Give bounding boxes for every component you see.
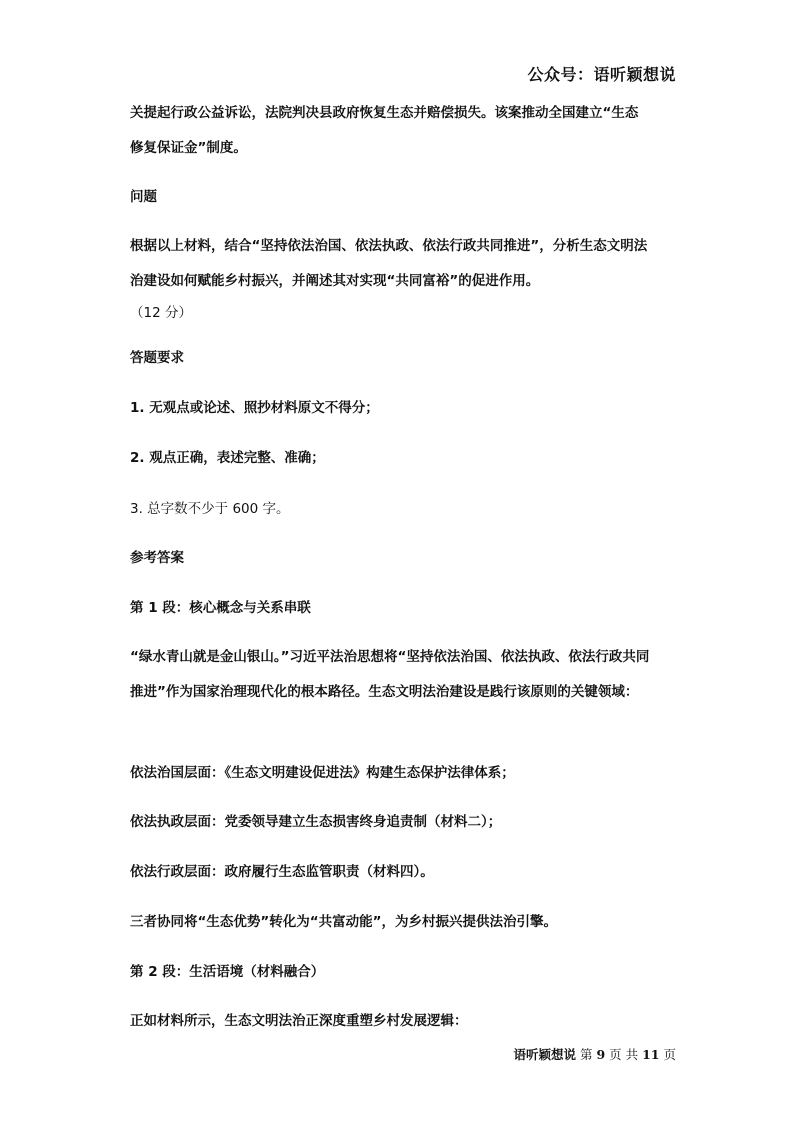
footer-brand: 语听颖想说 [513, 1047, 576, 1062]
point-governance: 依法执政层面：党委领导建立生态损害终身追责制（材料二）； [130, 814, 502, 830]
question-text: 根据以上材料，结合“坚持依法治国、依法执政、依法行政共同推进”，分析生态文明法治建设如何赋能乡村振兴，并阐述其对实现“共同富裕”的促进作用。 [130, 238, 648, 289]
footer-page-current: 9 [596, 1047, 606, 1062]
section-2-text: 正如材料所示，生态文明法治正深度重塑乡村发展逻辑： [130, 1013, 468, 1029]
footer-page-suffix: 页 [663, 1047, 676, 1062]
question-heading: 问题 [130, 189, 157, 205]
point-rule-of-law: 依法治国层面：《生态文明建设促进法》构建生态保护法律体系； [130, 765, 515, 781]
section-1-text: “绿水青山就是金山银山。”习近平法治思想将“坚持依法治国、依法执政、依法行政共同推进”作为国家治理现代化的根本路径。生态文明法治建设是践行该原则的关键领域： [130, 649, 650, 700]
paragraph-continuation: 关提起行政公益诉讼，法院判决县政府恢复生态并赔偿损失。该案推动全国建立“生态修复保证金”制度。 [130, 105, 639, 156]
requirements-heading: 答题要求 [130, 350, 184, 366]
requirement-item-3: 3. 总字数不少于 600 字。 [130, 501, 290, 517]
page-footer [513, 1045, 676, 1063]
question-score: （12 分） [130, 305, 192, 321]
point-administration: 依法行政层面：政府履行生态监管职责（材料四）。 [130, 864, 434, 880]
answer-heading: 参考答案 [130, 550, 184, 566]
footer-page-total: 11 [642, 1047, 660, 1062]
requirement-item-2: 2. 观点正确，表述完整、准确； [130, 450, 325, 466]
section-1-heading: 第 1 段：核心概念与关系串联 [130, 600, 311, 616]
header-brand: 公众号：语听颖想说 [527, 65, 676, 84]
footer-page-mid: 页 共 [609, 1047, 639, 1062]
footer-page-prefix: 第 [579, 1047, 593, 1062]
section-2-heading: 第 2 段：生活语境（材料融合） [130, 964, 325, 980]
section-1-summary: 三者协同将“生态优势”转化为“共富动能”，为乡村振兴提供法治引擎。 [130, 914, 557, 930]
requirement-item-1: 1. 无观点或论述、照抄材料原文不得分； [130, 400, 379, 416]
